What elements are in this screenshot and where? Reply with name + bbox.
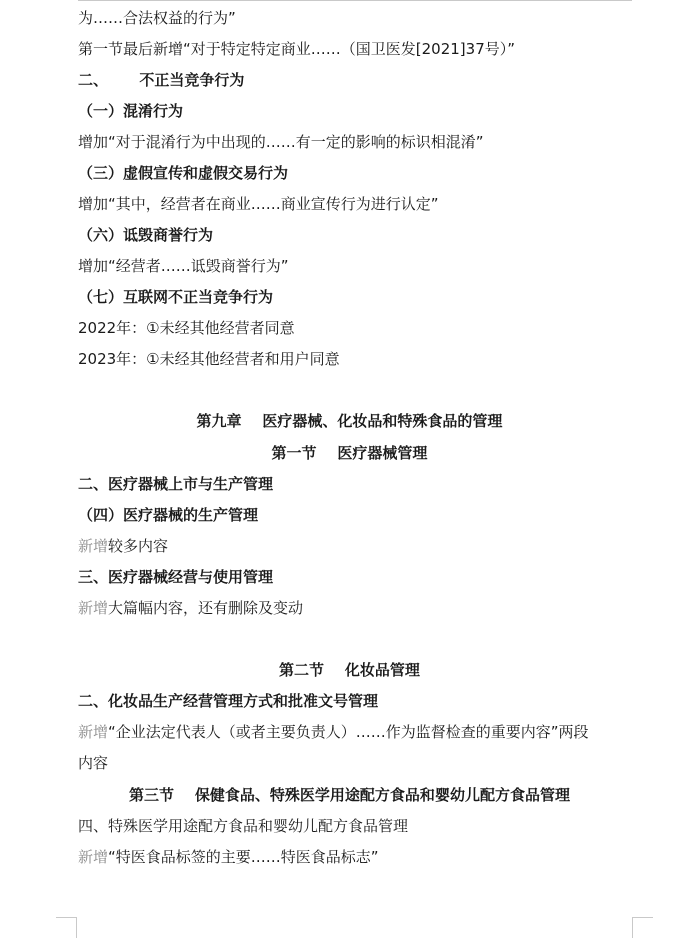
page-corner-marker xyxy=(632,917,653,938)
text-line xyxy=(78,847,379,867)
subsection-heading: （三）虚假宣传和虚假交易行为 xyxy=(78,164,289,182)
subsection-heading: （四）医疗器械的生产管理 xyxy=(78,506,259,524)
section-title: 第一节 医疗器械管理 xyxy=(271,444,428,462)
text-line: 内容 xyxy=(78,754,109,772)
text-line xyxy=(78,722,589,742)
section-title: 第二节 化妆品管理 xyxy=(279,661,420,679)
line-text: “特医食品标签的主要……特医食品标志” xyxy=(108,848,379,866)
line-text: 较多内容 xyxy=(108,537,169,555)
subsection-heading: （六）诋毁商誉行为 xyxy=(78,226,214,244)
text-line: 2022年：①未经其他经营者同意 xyxy=(78,319,295,337)
text-line xyxy=(78,536,168,556)
text-line: 增加“其中，经营者在商业……商业宣传行为进行认定” xyxy=(78,195,439,213)
line-text: 大篇幅内容，还有删除及变动 xyxy=(108,599,304,617)
section-heading: 二、医疗器械上市与生产管理 xyxy=(78,475,274,493)
new-label: 新增 xyxy=(78,599,109,617)
page-corner-marker xyxy=(56,917,77,938)
subsection-heading: （一）混淆行为 xyxy=(78,102,184,120)
line-text: “企业法定代表人（或者主要负责人）……作为监督检查的重要内容”两段 xyxy=(108,723,589,741)
section-heading: 二、 不正当竞争行为 xyxy=(78,71,245,89)
text-line: 2023年：①未经其他经营者和用户同意 xyxy=(78,350,340,368)
page-top-border xyxy=(78,0,632,1)
text-line: 第一节最后新增“对于特定特定商业……（国卫医发[2021]37号）” xyxy=(78,40,516,58)
new-label: 新增 xyxy=(78,848,109,866)
text-line: 四、特殊医学用途配方食品和婴幼儿配方食品管理 xyxy=(78,817,409,835)
chapter-title: 第九章 医疗器械、化妆品和特殊食品的管理 xyxy=(196,412,503,430)
text-line xyxy=(78,598,303,618)
section-title: 第三节 保健食品、特殊医学用途配方食品和婴幼儿配方食品管理 xyxy=(129,786,570,804)
text-line: 增加“对于混淆行为中出现的……有一定的影响的标识相混淆” xyxy=(78,133,484,151)
text-line: 增加“经营者……诋毁商誉行为” xyxy=(78,257,289,275)
text-line: 为……合法权益的行为” xyxy=(78,9,236,27)
section-heading: 二、化妆品生产经营管理方式和批准文号管理 xyxy=(78,692,379,710)
new-label: 新增 xyxy=(78,723,109,741)
section-heading: 三、医疗器械经营与使用管理 xyxy=(78,568,274,586)
new-label: 新增 xyxy=(78,537,109,555)
subsection-heading: （七）互联网不正当竞争行为 xyxy=(78,288,274,306)
